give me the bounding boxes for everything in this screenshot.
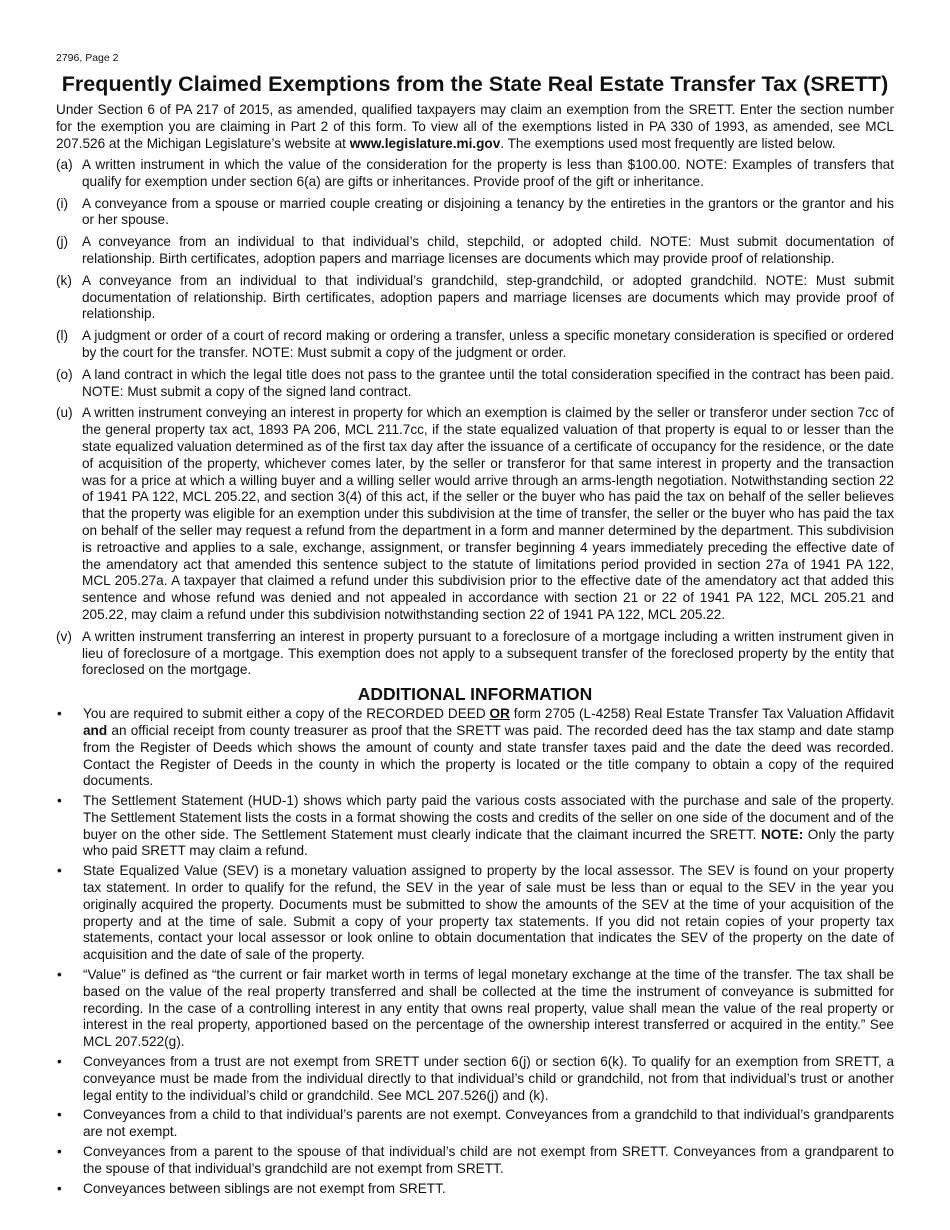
exemption-i — [56, 196, 894, 230]
exemption-code: (v) — [56, 628, 72, 644]
bullet-text-part: You are required to submit either a copy of the RECORDED DEED — [83, 706, 490, 722]
bullet-text: Conveyances from a child to that individual’s parents are not exempt. Conveyances from a grandchild to that individual’s grandparents are not exempt. — [83, 1107, 894, 1140]
exemption-code: (o) — [56, 366, 73, 382]
info-bullet-trust-conveyances — [56, 1054, 894, 1104]
and-emphasis: and — [83, 722, 108, 738]
exemption-a — [56, 157, 894, 191]
info-bullet-value-definition — [56, 967, 894, 1051]
bullet-text-part: form 2705 (L-4258) Real Estate Transfer Tax Valuation Affidavit — [509, 706, 894, 722]
exemption-text: A judgment or order of a court of record making or ordering a transfer, unless a specific monetary consideration is specified or ordered by the court for the transfer. NOTE: Must submit a copy of the judgment or order. — [82, 328, 894, 360]
bullet-icon: • — [57, 863, 62, 879]
bullet-text: Conveyances from a trust are not exempt from SRETT under section 6(j) or section 6(k). To qualify for an exemption from SRETT, a conveyance must be made from the individual directly to that individual’s child or grandchild, not from that individual’s trust or another legal entity to the individual’s child or grandchild. See MCL 207.526(j) and (k). — [83, 1054, 894, 1103]
page-title: Frequently Claimed Exemptions from the State Real Estate Transfer Tax (SRETT) — [61, 72, 889, 96]
bullet-text — [83, 793, 894, 860]
info-bullet-spouse-of-child — [56, 1144, 894, 1178]
bullet-text: Conveyances between siblings are not exempt from SRETT. — [83, 1180, 446, 1196]
exemption-text: A written instrument transferring an interest in property pursuant to a foreclosure of a mortgage including a written instrument given in lieu of foreclosure of a mortgage. This exemption does not apply to a subsequent transfer of the foreclosed property by the entity that foreclosed on the mortgage. — [82, 628, 894, 678]
bullet-icon: • — [57, 1144, 62, 1160]
bullet-icon: • — [57, 1180, 62, 1196]
exemption-text: A conveyance from an individual to that individual’s child, stepchild, or adopted child. NOTE: Must submit documentation of relationship. Birth certificates, adoption papers and marriage licenses are documents which may provide proof of relationship. — [82, 234, 894, 266]
exemption-v — [56, 629, 894, 679]
bullet-icon: • — [57, 967, 62, 983]
exemption-text: A land contract in which the legal title does not pass to the grantee until the total consideration specified in the contract has been paid. NOTE: Must submit a copy of the signed land contract. — [82, 366, 894, 399]
exemption-text: A written instrument conveying an interest in property for which an exemption is claimed by the seller or transferor under section 7cc of the general property tax act, 1893 PA 206, MCL 211.7cc, if the state equalized valuation of that property is equal to or lesser than the state equalized valuation determined as of the first tax day after the issuance of a certificate of occupancy for the residence, or the date of acquisition of the property, whichever comes later, by the seller or transferor for that same interest in property and the transaction was for a price at which a willing buyer and a willing seller would arrive through an arms-length negotiation. Notwithstanding section 22 of 1941 PA 122, MCL 205.22, and section 3(4) of this act, if the seller or the buyer who has paid the tax on behalf of the seller believes that the property was eligible for an exemption under this subdivision at the time of transfer, the seller or the buyer who has paid the tax on behalf of the seller may request a refund from the department in a form and manner determined by the department. This subdivision is retroactive and applies to a sale, exchange, assignment, or transfer beginning 4 years immediately preceding the effective date of the amendatory act that amended this sentence subject to the statute of limitations period provided in section 27a of 1941 PA 122, MCL 205.27a. A taxpayer that claimed a refund under this subdivision prior to the effective date of the amendatory act that added this sentence and whose refund was denied and not appealed in accordance with section 21 or 22 of 1941 PA 122, MCL 205.21 and 205.22, may claim a refund under this subdivision notwithstanding section 22 of 1941 PA 122, MCL 205.22. — [82, 405, 894, 622]
bullet-text-part: an official receipt from county treasurer as proof that the SRETT was paid. The recorded deed has the tax stamp and date stamp from the Register of Deeds which shows the amount of county and state transfer taxes paid and the date the deed was recorded. Contact the Register of Deeds in the county in which the property is located or the title company to obtain a copy of the required documents. — [83, 722, 894, 789]
exemption-o — [56, 367, 894, 401]
page-number: 2796, Page 2 — [56, 52, 119, 64]
form-page — [56, 52, 894, 1200]
exemption-j — [56, 234, 894, 268]
info-bullet-recorded-deed — [56, 706, 894, 790]
bullet-icon: • — [57, 793, 62, 809]
exemption-code: (l) — [56, 328, 69, 344]
exemption-code: (u) — [56, 405, 73, 421]
exemption-text: A conveyance from an individual to that individual’s grandchild, step-grandchild, or adopted grandchild. NOTE: Must submit documentation of relationship. Birth certificates, adoption papers and marriage licenses are documents which may provide proof of relationship. — [82, 272, 894, 322]
exemption-code: (j) — [56, 234, 69, 250]
bullet-icon: • — [57, 706, 62, 722]
exemption-code: (a) — [56, 157, 73, 172]
exemption-k — [56, 273, 894, 323]
or-emphasis: OR — [489, 706, 510, 722]
bullet-text — [83, 706, 894, 790]
bullet-icon: • — [57, 1054, 62, 1070]
info-bullet-settlement-statement — [56, 793, 894, 860]
bullet-text-part: The Settlement Statement (HUD-1) shows which party paid the various costs associated with the purchase and sale of the property. The Settlement Statement lists the costs in a format showing the costs and credits of the seller on one side of the document and of the buyer on the other side. The Settlement Statement must clearly indicate that the claimant incurred the SRETT. — [83, 793, 894, 842]
exemption-u — [56, 405, 894, 623]
legislature-website-link[interactable]: www.legislature.mi.gov — [349, 136, 501, 151]
additional-information-heading: ADDITIONAL INFORMATION — [357, 684, 593, 705]
bullet-text: State Equalized Value (SEV) is a monetary valuation assigned to property by the local assessor. The SEV is found on your property tax statement. In order to qualify for the refund, the SEV in the year of sale must be less than or equal to the SEV in the year you originally acquired the property. Documents must be submitted to show the amounts of the SEV at the time of your acquisition of the property and at the time of sale. Submit a copy of your property tax statements. If you did not retain copies of your property tax statements, contact your local assessor or look online to obtain documentation that indicates the SEV of the property on the date of acquisition and the date of sale of the property. — [83, 863, 894, 963]
exemption-l — [56, 328, 894, 362]
bullet-text: “Value” is defined as “the current or fair market worth in terms of legal monetary exchange at the time of the transfer. The tax shall be based on the value of the real property transferred and shall be collected at the time the instrument of conveyance is submitted for recording. In the case of a controlling interest in any entity that owns real property, value shall mean the value of the real property or interest in the real property, apportioned based on the percentage of the ownership interest transferred or acquired in the entity.” See MCL 207.522(g). — [83, 967, 894, 1050]
note-label: NOTE: — [760, 826, 804, 842]
intro-text-2: . The exemptions used most frequently are listed below. — [500, 136, 836, 151]
bullet-icon: • — [57, 1107, 62, 1123]
info-bullet-child-to-parent — [56, 1107, 894, 1141]
intro-text-1: Under Section 6 of PA 217 of 2015, as amended, qualified taxpayers may claim an exemption from the SRETT. Enter the section number for the exemption you are claiming in Part 2 of this form. To view all of the exemptions listed in PA 330 of 1993, as amended, see MCL 207.526 at the Michigan Legislature’s website at — [56, 102, 894, 151]
info-bullet-siblings — [56, 1181, 894, 1198]
exemption-text: A conveyance from a spouse or married couple creating or disjoining a tenancy by the entireties in the grantors or the grantor and his or her spouse. — [82, 195, 894, 228]
bullet-text-part: Only the party who paid SRETT may claim a refund. — [83, 826, 894, 859]
bullet-text: Conveyances from a parent to the spouse of that individual’s child are not exempt from SRETT. Conveyances from a grandparent to the spouse of that individual’s grandchild are not exempt from SRETT. — [83, 1144, 894, 1176]
info-bullet-sev — [56, 863, 894, 964]
exemption-code: (k) — [56, 272, 72, 288]
exemption-text: A written instrument in which the value of the consideration for the property is less than $100.00. NOTE: Examples of transfers that qualify for exemption under section 6(a) are gifts or inheritances. Provide proof of the gift or inheritance. — [82, 157, 894, 189]
exemption-code: (i) — [56, 195, 69, 211]
intro-paragraph — [56, 101, 894, 152]
